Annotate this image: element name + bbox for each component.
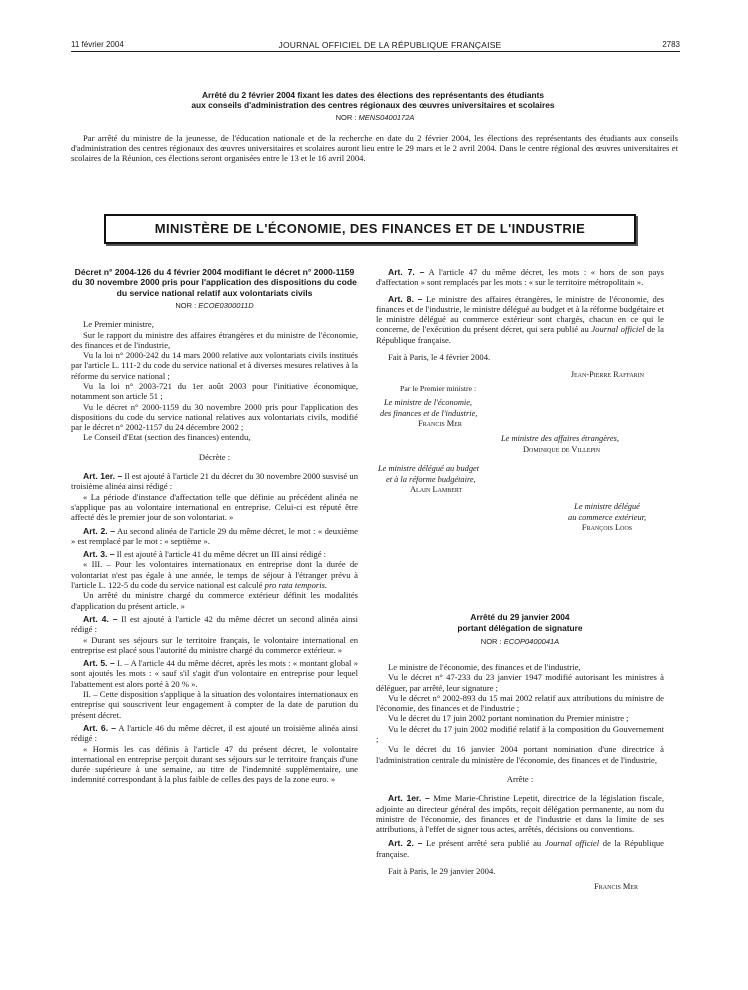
ministre-budget-l1: Le ministre délégué au budget <box>378 464 480 474</box>
nor-label: NOR : <box>335 113 359 122</box>
header-rule <box>71 51 680 52</box>
article-quote: Un arrêté du ministre chargé du commerce extérieur définit les modalités d'application du présent article. » <box>71 590 358 611</box>
article-quote <box>71 559 358 590</box>
journal-officiel-italic: Journal officiel <box>544 838 600 849</box>
decret-nor <box>71 301 358 310</box>
article-text: Il est ajouté à l'article 42 du même décret un second alinéa ainsi rédigé : <box>71 613 358 635</box>
ministre-economie-l2: des finances et de l'industrie, <box>380 408 478 418</box>
header-date: 11 février 2004 <box>71 40 124 49</box>
signature-mer: Francis Mer <box>418 418 462 428</box>
article-text: Mme Marie-Christine Lepetit, directrice de la législation fiscale, adjointe au directeur général des impôts, reçoit délégation permanente, au nom du ministre de l'économie, des finances et de l'industrie et dans la limite de ses attributions, à l'effet de signer tous actes, arrêtés, décisions ou conventions. <box>376 793 665 835</box>
article-quote: « La période d'instance d'affectation telle que définie au précédent alinéa ne s'applique pas au volontaire international en entreprise. Celui-ci est réputé être affecté dès le premier jour de son volontariat. » <box>71 491 358 523</box>
article-label: Art. 3. – <box>83 549 115 560</box>
article-quote: « Hormis les cas définis à l'article 47 du présent décret, le volontaire international en entreprise perçoit durant ses séjours sur le territoire français d'une durée supérieure à une semaine, au titre de l'indemnité supplémentaire, une indemnité correspondant à la plus faible de celles des pays de la zone euro. » <box>71 743 358 785</box>
decrete-heading: Décrète : <box>198 451 231 462</box>
article-label: Art. 6. – <box>83 722 116 733</box>
arrete1-body: Par arrêté du ministre de la jeunesse, de l'éducation nationale et de la recherche en date du 2 février 2004, les élections des représentants des étudiants aux conseils d'administration des centres régionaux des œuvres universitaires et scolaires auront lieu entre le 29 mars et le 2 avril 2004. Dans le centre régional des œuvres universitaires et scolaires de la Réunion, ces élections seront organisées entre le 13 et le 16 avril 2004. <box>71 133 678 163</box>
right-column <box>376 267 664 612</box>
article-text-end: de la République française. <box>376 838 664 859</box>
arrete2-nor <box>376 637 664 646</box>
arrete1-nor <box>300 113 450 122</box>
signature-villepin: Dominique de Villepin <box>523 444 601 454</box>
ministre-economie-l1: Le ministre de l'économie, <box>384 398 473 408</box>
ministre-affaires-etrangeres: Le ministre des affaires étrangères, <box>501 434 619 444</box>
article-text: Le présent arrêté sera publié au <box>422 838 545 849</box>
article-text: Le ministre des affaires étrangères, le ministre de l'économie, des finances et de l'industrie, le ministre délégué au budget et à la réforme budgétaire et le ministre délégué au commerce extérieur sont chargés, chacun en ce qui le concerne, de l'exécution du présent décret, qui sera publié au <box>376 293 664 335</box>
arrete2-para: Vu le décret n° 47-233 du 23 janvier 1947 modifié autorisant les ministres à déléguer, par arrêté, leur signature ; <box>376 672 664 693</box>
decret-para: Vu le décret n° 2000-1159 du 30 novembre 2000 pris pour l'application des dispositions du code du service national relatives aux volontariats civils, modifié par le décret n° 2002-1157 du 24 décembre 2002 ; <box>71 401 358 433</box>
decret-para: Sur le rapport du ministre des affaires étrangères et du ministre de l'économie, des finances et de l'industrie, <box>71 329 358 350</box>
article-2 <box>71 526 358 547</box>
arrete2-title-line2: portant délégation de signature <box>457 623 583 633</box>
ministry-heading-box <box>104 214 636 244</box>
article-label: Art. 2. – <box>388 838 423 849</box>
article-5 <box>71 658 358 689</box>
article-text: II. – Cette disposition s'applique à la situation des volontaires internationaux en entreprise qui souscrivent leur engagement à compter de la date de parution du présent décret. <box>71 689 358 720</box>
ministry-heading: MINISTÈRE DE L'ÉCONOMIE, DES FINANCES ET DE L'INDUSTRIE <box>154 221 586 236</box>
arrete2-title-line1: Arrêté du 29 janvier 2004 <box>470 612 570 622</box>
article-7 <box>376 267 664 288</box>
article-label: Art. 4. – <box>83 613 118 624</box>
ministre-budget-l2: et à la réforme budgétaire, <box>386 474 476 484</box>
signature-raffarin: Jean-Pierre Raffarin <box>570 370 644 380</box>
arrete2-para: Vu le décret n° 2002-893 du 15 mai 2002 relatif aux attributions du ministre de l'économie, des finances et de l'industrie ; <box>376 692 664 714</box>
signature-mer-2: Francis Mer <box>594 882 638 892</box>
article-label: Art. 7. – <box>388 267 425 277</box>
article-text: Il est ajouté à l'article 21 du décret du 30 novembre 2000 susvisé un troisième alinéa ainsi rédigé : <box>71 471 359 492</box>
decret-para: Le Premier ministre, <box>83 319 154 330</box>
arrete-heading: Arrête : <box>506 773 534 784</box>
article-text-end: de la République française. <box>376 324 664 345</box>
quote-italic: pro rata temporis. <box>264 580 328 591</box>
article-text: Au second alinéa de l'article 29 du même décret, le mot : « deuxième » est remplacé par le mot : « septième ». <box>71 525 359 546</box>
page-number: 2783 <box>662 40 680 49</box>
arrete2 <box>376 612 664 893</box>
ministre-commerce-l2: au commerce extérieur, <box>568 512 647 522</box>
article-text: A l'article 46 du même décret, il est ajouté un troisième alinéa ainsi rédigé : <box>71 722 358 744</box>
arrete2-article-1 <box>376 793 664 834</box>
arrete1-title-line1: Arrêté du 2 février 2004 fixant les dates des élections des représentants des étudiants <box>201 90 545 100</box>
article-text: A l'article 47 du même décret, les mots : « hors de son pays d'affectation » sont remplacés par les mots : « sur le territoire métropolitain ». <box>376 267 664 288</box>
arrete2-article-2 <box>376 838 664 859</box>
journal-title: JOURNAL OFFICIEL DE LA RÉPUBLIQUE FRANÇAISE <box>278 40 502 50</box>
article-6 <box>71 723 358 744</box>
article-1 <box>71 471 358 492</box>
decret-para: Le Conseil d'Etat (section des finances) entendu, <box>83 432 251 443</box>
arrete2-para: Vu le décret du 17 juin 2002 portant nomination du Premier ministre ; <box>388 713 629 724</box>
nor-label: NOR : <box>480 637 504 646</box>
article-label: Art. 1er. – <box>83 471 123 482</box>
par-le-premier-ministre: Par le Premier ministre : <box>400 384 477 394</box>
article-quote: « Durant ses séjours sur le territoire français, le volontaire international en entreprise est placé sous l'autorité du ministre chargé du commerce extérieur. » <box>71 634 358 655</box>
nor-code: ECOE0300011D <box>198 301 254 311</box>
decret-para: Vu la loi n° 2000-242 du 14 mars 2000 relative aux volontariats civils institués par l'article L. 111-2 du code du service national et à diverses mesures relatives à la réforme du service national ; <box>71 350 358 381</box>
article-label: Art. 1er. – <box>388 793 430 804</box>
article-8 <box>376 294 664 345</box>
arrete2-para: Le ministre de l'économie, des finances et de l'industrie, <box>388 662 581 672</box>
quote-text: « III. – Pour les volontaires internationaux en entreprise dont la durée de volontariat n'est pas égale à une année, le temps de séjour à l'étranger prévu à l'article L. 122-5 du code du service national est calculé <box>71 559 358 591</box>
nor-code: ECOP0400041A <box>503 637 560 646</box>
arrete1-title-line2: aux conseils d'administration des centres régionaux des œuvres universitaires et scolaires <box>191 100 555 110</box>
arrete2-fait: Fait à Paris, le 29 janvier 2004. <box>388 866 496 877</box>
arrete2-para: Vu le décret du 16 janvier 2004 portant nomination d'une directrice à l'administration centrale du ministère de l'économie, des finances et de l'industrie, <box>376 744 664 765</box>
ministre-commerce-l1: Le ministre délégué <box>574 502 640 512</box>
decret-para: Vu la loi n° 2003-721 du 1er août 2003 pour l'initiative économique, notamment son article 51 ; <box>71 381 358 402</box>
decret-title: Décret n° 2004-126 du 4 février 2004 modifiant le décret n° 2000-1159 du 30 novembre 2000 pris pour l'application des dispositions du code du service national relatif aux volontariats civils <box>72 267 357 298</box>
article-label: Art. 2. – <box>83 525 116 536</box>
fait-a-paris: Fait à Paris, le 4 février 2004. <box>388 352 491 363</box>
left-column <box>71 267 358 785</box>
signature-lambert: Alain Lambert <box>410 484 463 494</box>
article-label: Art. 8. – <box>388 293 423 304</box>
nor-label: NOR : <box>175 301 199 311</box>
arrete2-para: Vu le décret du 17 juin 2002 modifié relatif à la composition du Gouvernement ; <box>376 723 664 745</box>
journal-officiel-italic: Journal officiel <box>591 324 645 335</box>
article-4 <box>71 614 358 635</box>
article-text: I. – A l'article 44 du même décret, après les mots : « montant global » sont ajoutés les mots : « sauf s'il s'agit d'un volontaire en entreprise pour lequel l'abattement est alors porté à 20 % ». <box>71 658 358 689</box>
article-label: Art. 5. – <box>83 658 115 669</box>
signature-loos: François Loos <box>581 522 633 532</box>
article-3 <box>71 549 358 559</box>
nor-code: MENS0400172A <box>358 113 415 122</box>
article-text: Il est ajouté à l'article 41 du même décret un III ainsi rédigé : <box>114 549 327 560</box>
